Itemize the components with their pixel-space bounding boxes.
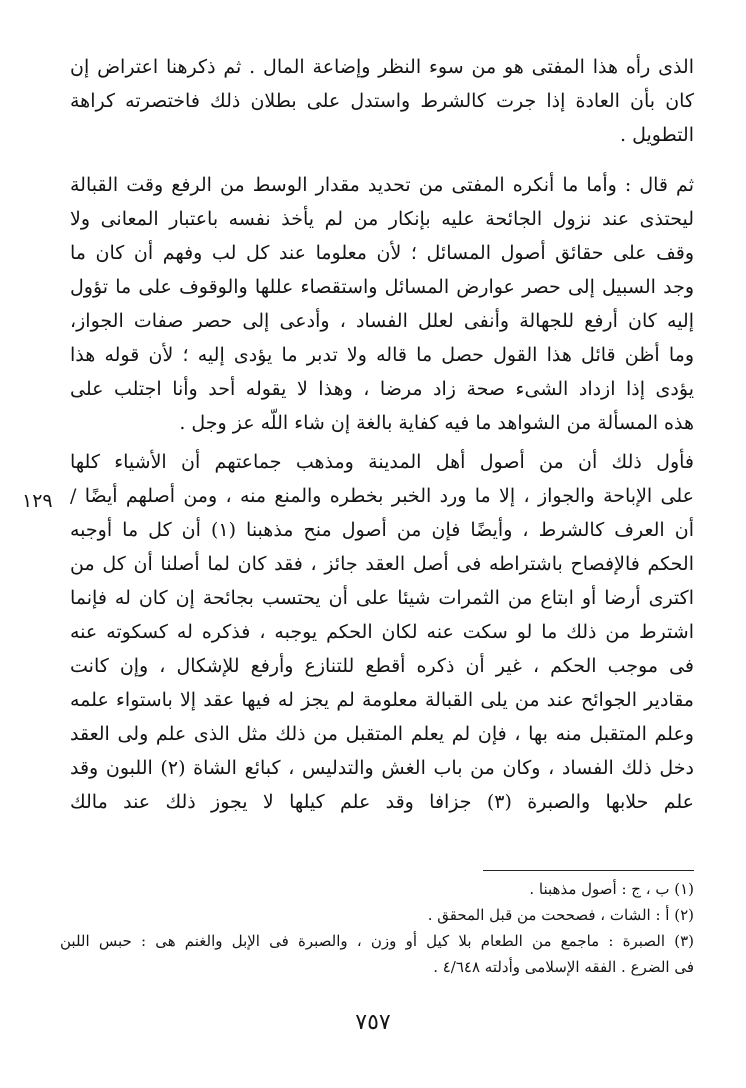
text-line: دخل ذلك الفساد ، وكان من باب الغش والتدليس ، كبائع الشاة (٢) اللبون وقد xyxy=(70,757,694,779)
text-line: وجد السبيل إلى حصر عوارض المسائل واستقصاء عللها والوقوف على ما تؤول xyxy=(70,276,694,298)
text-line: اشترط من ذلك ما لو سكت عنه لكان الحكم يوجبه ، فذكره له كسكوته عنه xyxy=(70,621,694,643)
text-line: علم حلابها والصبرة (٣) جزافا وقد علم كيلها لا يجوز ذلك عند مالك xyxy=(70,791,694,813)
text-line: إليه كان أرفع للجهالة وأنفى لعلل الفساد ، وأدعى إلى حصر صفات الجواز، xyxy=(70,310,694,332)
text-line: فى موجب الحكم ، غير أن ذكره أقطع للتنازع وأرفع للإشكال ، وإن كانت xyxy=(70,655,694,677)
text-line: اكترى أرضا أو ابتاع من الثمرات شيئا على أن يحتسب بجائحة إن كان له فإنما xyxy=(70,587,694,609)
text-line: مقادير الجوائح عند من يلى القبالة معلومة لم يجز له فيها عقد إلا باستواء علمه xyxy=(70,689,694,711)
text-line: ثم قال : وأما ما أنكره المفتى من تحديد مقدار الوسط من الرفع وقت القبالة xyxy=(70,174,694,196)
text-line: ليحتذى عند نزول الجائحة عليه بإنكار من لم يأخذ نفسه باعتبار المعانى ولا xyxy=(70,208,694,230)
footnote-separator xyxy=(483,870,694,871)
text-line: وما أظن قائل هذا القول حصل ما قاله ولا تدبر ما يؤدى إليه ؛ لأن قوله هذا xyxy=(70,344,694,366)
paragraph-1 xyxy=(70,50,694,152)
text-line: يؤدى إذا ازداد الشىء صحة زاد مرضا ، وهذا لا يقوله أحد وأنا اجتلب على xyxy=(70,378,694,400)
text-line: كان بأن العادة إذا جرت كالشرط واستدل على بطلان ذلك فاختصرته كراهة xyxy=(70,90,694,112)
footnote-2: (٢) أ : الشات ، فصححت من قبل المحقق . xyxy=(427,906,694,924)
text-line: هذه المسألة من الشواهد ما فيه كفاية بالغة إن شاء اللّه عز وجل . xyxy=(179,412,694,434)
margin-page-reference: ١٢٩ xyxy=(22,490,53,512)
footnotes xyxy=(60,876,694,980)
text-line: وقف على حقائق أصول المسائل ؛ لأن معلوما عند كل لب وفهم أن كان ما xyxy=(70,242,694,264)
footnote-1: (١) ب ، ج : أصول مذهبنا . xyxy=(529,880,694,898)
footnote-3: (٣) الصبرة : ماجمع من الطعام بلا كيل أو وزن ، والصبرة فى الإبل والغنم هى : حبس اللبن xyxy=(60,932,694,950)
text-line: أن العرف كالشرط ، وأيضًا فإن من أصول منح مذهبنا (١) أن كل ما أوجبه xyxy=(70,519,694,541)
paragraph-2 xyxy=(70,168,694,440)
page-number: ٧٥٧ xyxy=(355,1010,391,1035)
text-line: وعلم المتقبل منه بها ، فإن لم يعلم المتقبل من ذلك مثل الذى علم ولى العقد xyxy=(70,723,694,745)
text-line: على الإباحة والجواز ، إلا ما ورد الخبر بخطره والمنع منه ، ومن أصلهم أيضًا / xyxy=(70,485,694,507)
text-line: الحكم فالإفصاح باشتراطه فى أصل العقد جائز ، فقد كان لما أصلنا أن كل من xyxy=(70,553,694,575)
paragraph-3 xyxy=(70,445,694,819)
text-line: الذى رأه هذا المفتى هو من سوء النظر وإضاعة المال . ثم ذكرهنا اعتراض إن xyxy=(70,56,694,78)
footnote-3-continuation: فى الضرع . الفقه الإسلامى وأدلته ٤/٦٤٨ . xyxy=(433,958,694,976)
text-line: فأول ذلك أن من أصول أهل المدينة ومذهب جماعتهم أن الأشياء كلها xyxy=(70,451,694,473)
text-line: التطويل . xyxy=(620,124,694,146)
